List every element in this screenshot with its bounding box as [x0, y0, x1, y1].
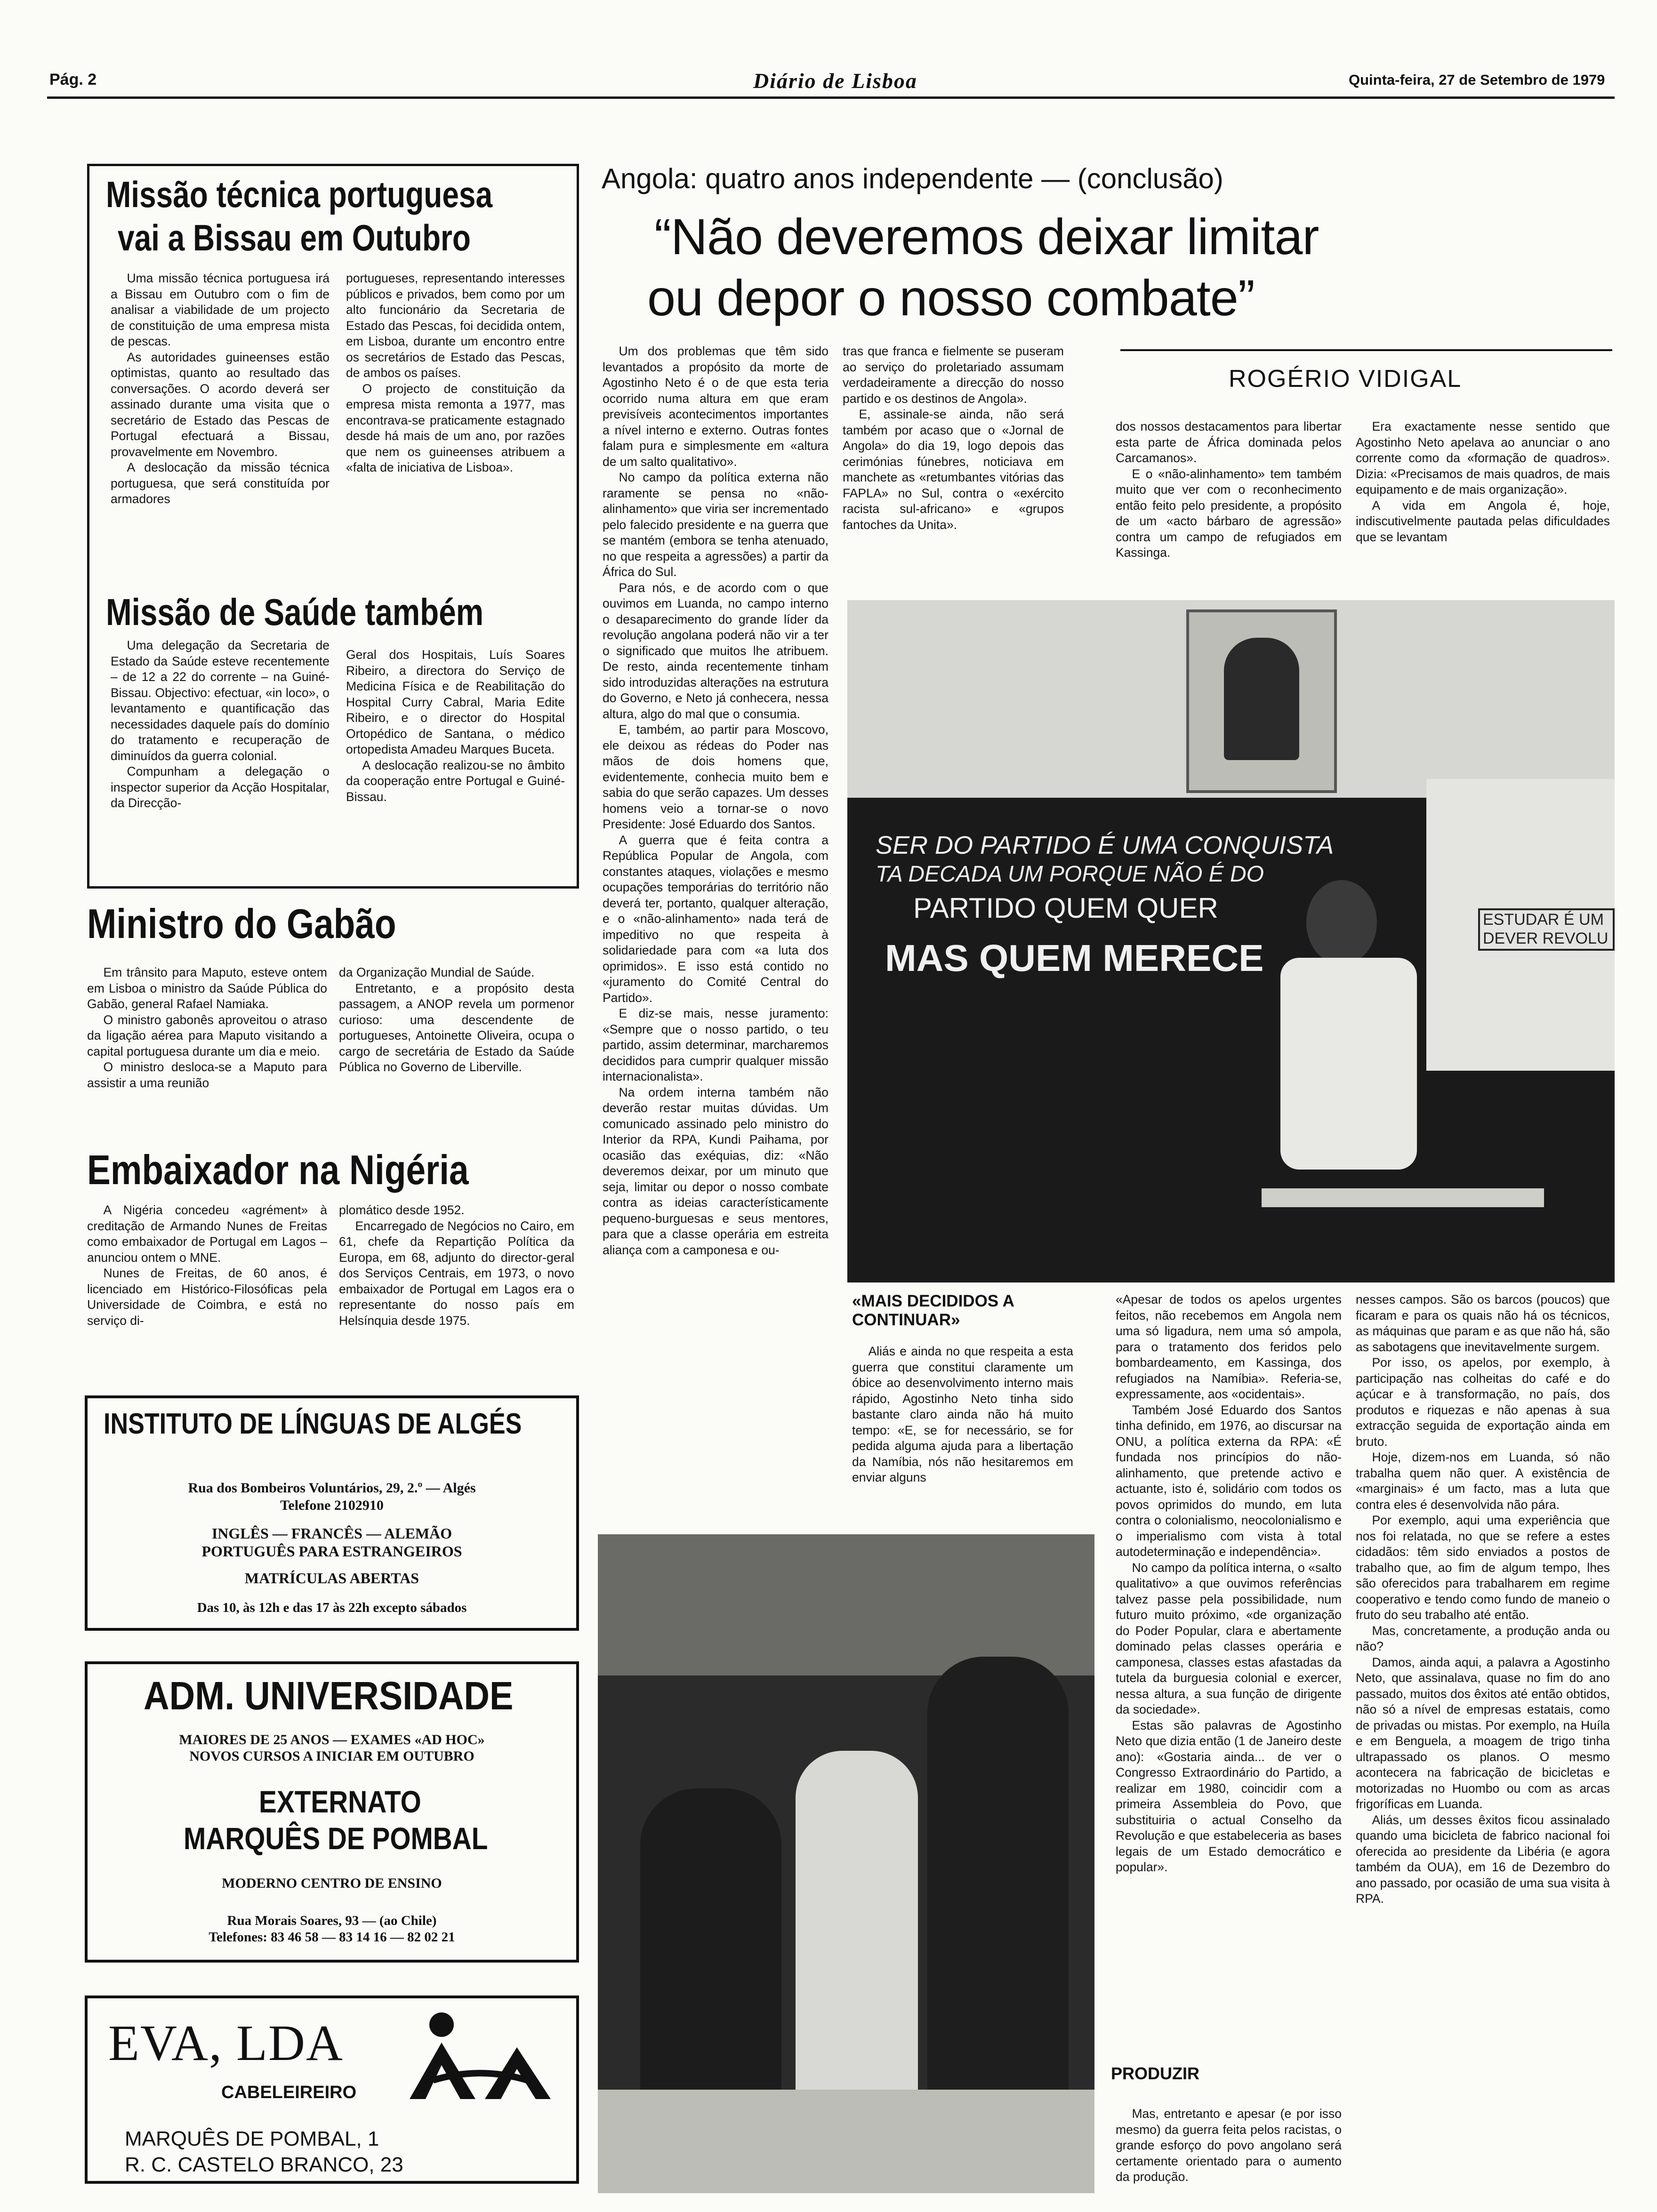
angola-kicker: Angola: quatro anos independente — (conclusão)	[602, 163, 1223, 194]
ad-eva-address-1: MARQUÊS DE POMBAL, 1	[125, 2127, 379, 2150]
eva-logo	[405, 2010, 555, 2104]
portrait-figure	[1224, 638, 1299, 760]
sign-line-2: DEVER REVOLU	[1483, 930, 1609, 947]
angola-col-f2	[1116, 2106, 1342, 2200]
angola-col-g	[1356, 1292, 1610, 2200]
paragraph: Damos, ainda aqui, a palavra a Agostinho Neto, que assinalava, quase no fim do ano passado, muitos dos êxitos até então obtidos, não só a nível de empresas estatais, como de privadas ou mistas. Por exemplo, na Huíla e em Benguela, a moagem de trigo tinha ultrapassado os planos. O mesmo acontecera na fabricação de bicicletas e motorizadas no Huombo ou com as arcas frigoríficas em Luanda.	[1356, 1655, 1610, 1811]
paragraph: Também José Eduardo dos Santos tinha definido, em 1976, ao discursar na ONU, a política externa da RPA: «É fundada nos princípios do não-alinhamento, que pretende activo e actuante, isto é, solidário com todos os povos oprimidos do mundo, em luta contra o colonialismo, neocolonialismo e o imperialismo com vista à total autodeterminação e independência».	[1116, 1403, 1342, 1559]
figure-right	[927, 1657, 1069, 2165]
paragraph: Mas, entretanto e apesar (e por isso mesmo) da guerra feita pelos racistas, o grande esforço do povo angolano será certamente orientado para o aumento da produção.	[1116, 2107, 1342, 2184]
paragraph: portugueses, representando interesses públicos e privados, bem como por um alto funcionário da Secretaria de Estado das Pescas, foi decidida ontem, em Lisboa, durante um encontro entre os secretários de Estado das Pescas, de ambos os países.	[346, 271, 565, 380]
man-body	[1280, 958, 1417, 1170]
paragraph: Mas, concretamente, a produção anda ou não?	[1356, 1623, 1610, 1653]
paragraph: A deslocação da missão técnica portuguesa, que será constituída por armadores	[111, 460, 330, 506]
paragraph: O projecto de constituição da empresa mista remonta a 1977, mas encontrava-se praticamente estagnado desde há mais de um ano, por razões que nem os guineenses atribuem a «falta de iniciativa de Lisboa».	[346, 381, 565, 474]
header-rule	[47, 96, 1615, 99]
missao-tecnica-headline-1: Missão técnica portuguesa	[106, 174, 493, 215]
photo-light-area	[598, 1534, 1094, 1675]
ministro-gabao-headline: Ministro do Gabão	[87, 900, 396, 947]
paragraph: O ministro desloca-se a Maputo para assistir a uma reunião	[87, 1060, 327, 1090]
paragraph: da Organização Mundial de Saúde.	[339, 965, 535, 979]
embaixador-col-1	[87, 1202, 327, 1370]
paragraph: Encarregado de Negócios no Cairo, em 61, chefe da Repartição Política da Europa, em 68, adjunto do director-geral dos Serviços Centrais, em 1973, o novo embaixador de Portugal em Lagos era o representante do nosso país em Helsínquia desde 1975.	[339, 1218, 574, 1328]
paragraph: Em trânsito para Maputo, esteve ontem em Lisboa o ministro da Saúde Pública do Gabão, general Rafael Namiaka.	[87, 965, 327, 1011]
ministro-gabao-col-2	[339, 965, 574, 1139]
ad-universidade-name-1: EXTERNATO	[259, 1784, 421, 1819]
photo-market	[598, 1534, 1094, 2193]
embaixador-headline: Embaixador na Nigéria	[87, 1146, 469, 1193]
paragraph: tras que franca e fielmente se puseram ao serviço do proletariado assumam verdadeiramente a direcção do nosso partido e os destinos de Angola».	[843, 344, 1064, 406]
angola-col-b	[843, 344, 1064, 614]
paragraph: «Apesar de todos os apelos urgentes feitos, não recebemos em Angola nem uma só ligadura, nem uma só ampola, para o tratamento dos feridos pelo bombardeamento, em Kassinga, dos refugiados na Namíbia». Referia-se, expressamente, aos «ocidentais».	[1116, 1292, 1342, 1401]
ad-eva-name: EVA, LDA	[108, 2015, 344, 2071]
ad-universidade-address: Rua Morais Soares, 93 — (ao Chile)	[227, 1913, 437, 1928]
paragraph: E, assinale-se ainda, não será também por acaso que o «Jornal de Angola» do dia 19, logo depois das cerimónias fúnebres, noticiava em manchete as «retumbantes vitórias das FAPLA» no Sul, contra o «exército racista sul-africano» e «grupos fantoches da Unita».	[843, 407, 1064, 532]
missao-saude-col-2	[346, 647, 565, 880]
paragraph: Por exemplo, aqui uma experiência que nos foi relatada, no que se refere a estes cidadãos: têm sido enviados a postos de trabalho que, ao fim de algum tempo, lhes são oferecidos para trabalharem em regime cooperativo e tendo como fundo de maneio o fruto do seu trabalho até então.	[1356, 1513, 1610, 1622]
paragraph: Estas são palavras de Agostinho Neto que dizia então (1 de Janeiro deste ano): «Gostaria ainda... de ver o Congresso Extraordinário do Partido, a realizar em 1980, coincidir com a primeira Assembleia do Povo, que substituiria o actual Conselho da Revolução e que estabeleceria as bases legais de um Estado democrático e popular».	[1116, 1718, 1342, 1874]
ad-universidade-name-2: MARQUÊS DE POMBAL	[184, 1821, 488, 1856]
page-number: Pág. 2	[49, 71, 97, 88]
paragraph: Uma missão técnica portuguesa irá a Bissau em Outubro com o fim de analisar a viabilidade de um projecto de constituição de uma empresa mista de pescas.	[111, 271, 330, 348]
ad-instituto-portuguese: PORTUGUÊS PARA ESTRANGEIROS	[201, 1543, 462, 1560]
paragraph: No campo da política externa não raramente se pensa no «não-alinhamento» que viria ser incrementado pelo falecido presidente e na guerra que se mantém (embora se tenha atenuado, no que respeita a agressões) a partir da África do Sul.	[603, 470, 828, 579]
masthead: Diário de Lisboa	[753, 69, 917, 93]
paragraph: nesses campos. São os barcos (poucos) que ficaram e para os quais não há os técnicos, as máquinas que param e as que não há, são as sabotagens que inevitavelmente surgem.	[1356, 1292, 1610, 1354]
banner-line-1: SER DO PARTIDO É UMA CONQUISTA	[876, 831, 1334, 859]
angola-byline: ROGÉRIO VIDIGAL	[1229, 365, 1462, 393]
angola-col-e	[852, 1344, 1073, 1532]
paragraph: No campo da política interna, o «salto qualitativo» a que ouvimos referências talvez passe pela possibilidade, num futuro muito próximo, «de organização do Poder Popular, clara e abertamente dominado pelas classes operária e camponesa, classes estas afastadas da tutela da burguesia colonial e exercer, nessa altura, a sua função de dirigente da sociedade».	[1116, 1560, 1342, 1716]
missao-tecnica-col-2	[346, 271, 565, 584]
table	[1262, 1188, 1544, 1207]
paragraph: dos nossos destacamentos para libertar esta parte de África dominada pelos Carcamanos».	[1116, 419, 1342, 465]
paragraph: A vida em Angola é, hoje, indiscutivelmente pautada pelas dificuldades que se levantam	[1356, 498, 1610, 544]
sign-line-1: ESTUDAR É UM	[1483, 911, 1604, 929]
paragraph: E o «não-alinhamento» tem também muito que ver com o reconhecimento então feito pelo presidente, a propósito de um «acto bárbaro de agressão» contra um campo de refugiados em Kassinga.	[1116, 466, 1342, 560]
paragraph: O ministro gabonês aproveitou o atraso da ligação aérea para Maputo visitando a capital portuguesa durante um dia e meio.	[87, 1012, 327, 1058]
paragraph: Na ordem interna também não deverão restar muitas dúvidas. Um comunicado assinado pelo ministro do Interior da RPA, Kundi Paihama, por ocasião das exéquias, diz: «Não deveremos deixar, por um minuto que seja, limitar ou depor o nosso combate contra as ideias característicamente pequeno-burguesas e seus mentores, para que a classe operária em estreita aliança com a camponesa e ou-	[603, 1085, 828, 1257]
ad-instituto-enrol: MATRÍCULAS ABERTAS	[244, 1570, 419, 1587]
angola-col-a	[603, 344, 828, 1537]
paragraph: Um dos problemas que têm sido levantados a propósito da morte de Agostinho Neto é o de que esta teria ocorrido numa altura em que eram previsíveis acontecimentos importantes a nível interno e externo. Outras fontes falam pura e simplesmente em «altura de um salto qualitativo».	[603, 344, 828, 469]
paragraph: Aliás, um desses êxitos ficou assinalado quando uma bicicleta de fabrico nacional foi oferecida ao presidente da Libéria (e agora também da OUA), em 16 de Dezembro do ano passado, por ocasião de uma sua visita à RPA.	[1356, 1812, 1610, 1906]
missao-saude-col-1	[111, 638, 330, 880]
paragraph: E, também, ao partir para Moscovo, ele deixou as rédeas do Poder nas mãos de dois homens que, evidentemente, conhecia muito bem e sabia do que serão capazes. Um desses homens veio a tornar-se o novo Presidente: José Eduardo dos Santos.	[603, 722, 828, 831]
paragraph: A deslocação realizou-se no âmbito da cooperação entre Portugal e Guiné-Bissau.	[346, 758, 565, 804]
paragraph: A Nigéria concedeu «agrément» à creditação de Armando Nunes de Freitas como embaixador de Portugal em Lagos – anunciou ontem o MNE.	[87, 1203, 327, 1265]
ad-instituto-title: INSTITUTO DE LÍNGUAS DE ALGÉS	[104, 1408, 522, 1440]
paragraph: Por isso, os apelos, por exemplo, à participação nas colheitas do café e do açúcar e à transformação, no país, dos produtos e riquezas e não apenas à sua extracção seguida de exportação ainda em bruto.	[1356, 1355, 1610, 1449]
paragraph: plomático desde 1952.	[339, 1203, 465, 1217]
paragraph: Nunes de Freitas, de 60 anos, é licenciado em Histórico-Filosóficas pela Universidade de Coimbra, e está no serviço di-	[87, 1266, 327, 1328]
missao-saude-headline: Missão de Saúde também	[106, 591, 484, 633]
paragraph: Hoje, dizem-nos em Luanda, só não trabalha quem não quer. A existência de «marginais» é um facto, mas a luta que contra eles é desenvolvida não pára.	[1356, 1450, 1610, 1512]
angola-subhead-2: PRODUZIR	[1111, 2064, 1199, 2083]
embaixador-col-2	[339, 1202, 574, 1370]
ad-universidade-title: ADM. UNIVERSIDADE	[144, 1674, 514, 1718]
paragraph: E diz-se mais, nesse juramento: «Sempre que o nosso partido, o teu partido, assim determinar, marcharemos decididos para cumprir qualquer missão internacionalista».	[603, 1006, 828, 1083]
ad-eva-address-2: R. C. CASTELO BRANCO, 23	[125, 2153, 403, 2176]
ad-universidade-line-1: MAIORES DE 25 ANOS — EXAMES «AD HOC»	[179, 1732, 485, 1747]
paragraph: Geral dos Hospitais, Luís Soares Ribeiro, a directora do Serviço de Medicina Física e de Reabilitação do Hospital Curry Cabral, Maria Edite Ribeiro, e o director do Hospital Ortopédico de Santana, o médico ortopedista Amadeu Marques Buceta.	[346, 648, 565, 756]
paragraph: Era exactamente nesse sentido que Agostinho Neto apelava ao anunciar o ano corrente como da «formação de quadros». Dizia: «Precisamos de mais quadros, de mais equipamento e de mais organização».	[1356, 419, 1610, 497]
ministro-gabao-col-1	[87, 965, 327, 1139]
table-goods	[598, 2090, 1094, 2193]
paragraph: Aliás e ainda no que respeita a esta guerra que constitui claramente um óbice ao desenvolvimento interno mais rápido, Agostinho Neto tinha sido bastante claro ainda não há muito tempo: «E, se for necessário, se for pedida alguma ajuda para a libertação da Namíbia, nós não hesitaremos em enviar alguns	[852, 1344, 1073, 1484]
banner-line-3: PARTIDO QUEM QUER	[913, 892, 1218, 924]
byline-rule	[1120, 349, 1612, 351]
missao-tecnica-col-1	[111, 271, 330, 537]
ad-eva-type: CABELEIREIRO	[221, 2083, 357, 2102]
angola-col-f	[1116, 1292, 1342, 2005]
paragraph: Uma delegação da Secretaria de Estado da Saúde esteve recentemente – de 12 a 22 do corrente – na Guiné-Bissau. Objectivo: efectuar, «in loco», o levantamento e quantificação das necessidades daquele país do domínio do tratamento e recuperação de diminuídos da guerra colonial.	[111, 638, 330, 763]
ad-instituto-address: Rua dos Bombeiros Voluntários, 29, 2.º — Algés	[188, 1480, 476, 1496]
header-date: Quinta-feira, 27 de Setembro de 1979	[1349, 72, 1605, 88]
paragraph: Compunham a delegação o inspector superior da Acção Hospitalar, da Direcção-	[111, 764, 330, 810]
paragraph: Entretanto, e a propósito desta passagem, a ANOP revela um pormenor curioso: uma descendente de portugueses, Antoinette Oliveira, ocupa o cargo de secretária de Estado da Saúde Pública no Governo de Liberville.	[339, 981, 574, 1074]
angola-col-c	[1116, 419, 1342, 602]
banner-line-2: TA DECADA UM PORQUE NÃO É DO	[876, 862, 1264, 887]
angola-headline-1: “Não deveremos deixar limitar	[654, 208, 1319, 265]
ad-instituto-hours: Das 10, às 12h e das 17 às 22h excepto sábados	[197, 1600, 467, 1615]
angola-subhead-1: «MAIS DECIDIDOS A CONTINUAR»	[852, 1292, 1014, 1329]
paragraph: A guerra que é feita contra a República Popular de Angola, com constantes ataques, violações e mesmo ocupações temporárias do território não deverá ter, portanto, qualquer alteração, e o «não-alinhamento» nada terá de impeditivo no que respeita à solidariedade para com «a luta dos oprimidos». E isso está contido no «juramento do Comité Central do Partido».	[603, 833, 828, 1005]
ad-instituto-languages: INGLÊS — FRANCÊS — ALEMÃO	[211, 1525, 452, 1542]
ad-universidade-line-2: NOVOS CURSOS A INICIAR EM OUTUBRO	[189, 1748, 475, 1764]
ad-universidade-subtitle: MODERNO CENTRO DE ENSINO	[222, 1875, 442, 1891]
angola-headline-2: ou depor o nosso combate”	[647, 269, 1255, 326]
ad-instituto-phone: Telefone 2102910	[280, 1498, 384, 1513]
angola-col-d	[1356, 419, 1610, 602]
paragraph: Para nós, e de acordo com o que ouvimos em Luanda, no campo interno o desaparecimento do grande líder da revolução angolana poderá não vir a ter o significado que muitos lhe atribuem. De resto, ainda recentemente tinham sido introduzidas alterações na estrutura do Governo, e Neto já conhecera, nessa altura, algo do mal que o consumia.	[603, 580, 828, 721]
man-head	[1306, 880, 1377, 965]
photo-party-banner	[847, 600, 1615, 1282]
missao-tecnica-headline-2: vai a Bissau em Outubro	[118, 217, 471, 258]
ad-universidade-phones: Telefones: 83 46 58 — 83 14 16 — 82 02 21	[209, 1930, 455, 1945]
banner-line-4: MAS QUEM MERECE	[885, 937, 1264, 979]
paragraph: As autoridades guineenses estão optimistas, quanto ao resultado das conversações. O acordo deverá ser assinado durante uma visita que o secretário de Estado das Pescas de Portugal efectuará a Bissau, provavelmente em Novembro.	[111, 350, 330, 459]
